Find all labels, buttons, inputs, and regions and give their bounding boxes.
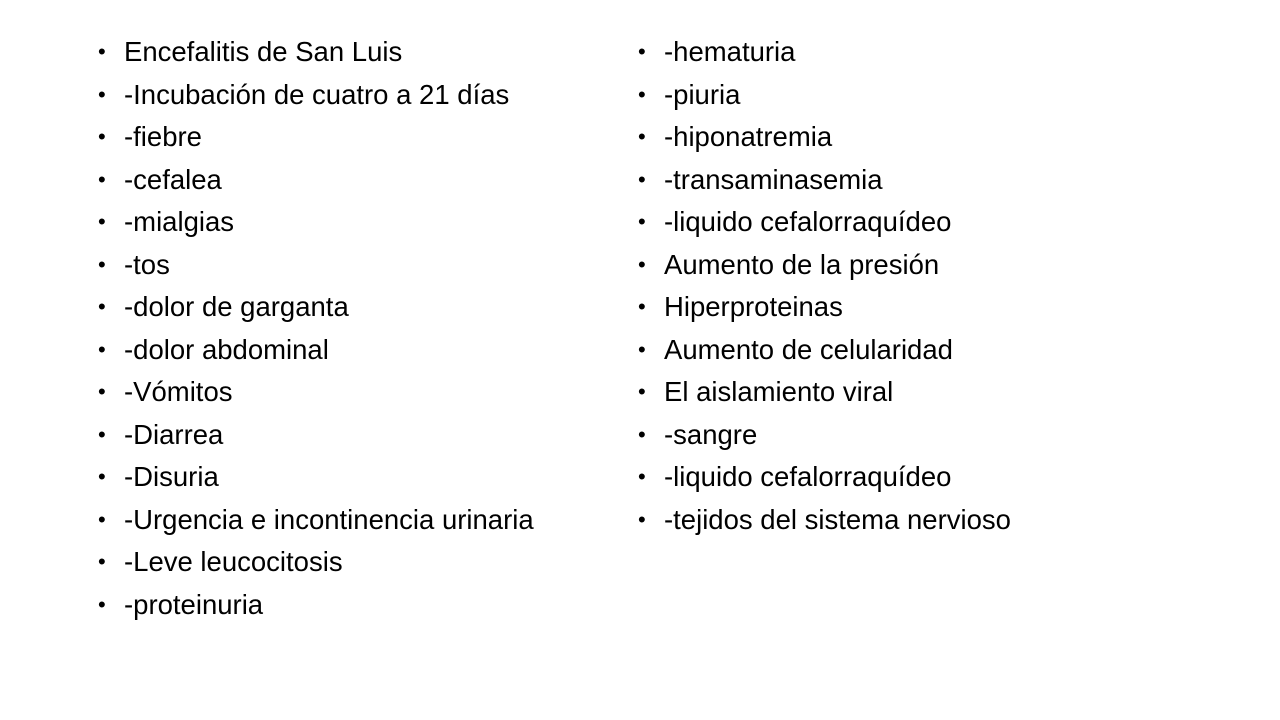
bullet-item [98, 414, 618, 457]
bullet-icon: • [98, 81, 106, 107]
bullet-icon: • [638, 506, 646, 532]
bullet-item [638, 499, 1158, 542]
bullet-text: El aislamiento viral [664, 376, 894, 407]
bullet-icon: • [98, 421, 106, 447]
bullet-text: -Disuria [124, 461, 219, 492]
bullet-item [638, 329, 1158, 372]
bullet-text: -Leve leucocitosis [124, 546, 343, 577]
bullet-text: -piuria [664, 78, 741, 110]
bullet-item [98, 31, 618, 74]
bullet-item [98, 286, 618, 329]
bullet-item [638, 286, 1158, 329]
bullet-item [98, 456, 618, 499]
bullet-text: -Diarrea [124, 418, 224, 450]
bullet-text: -hiponatremia [664, 121, 833, 152]
bullet-icon: • [98, 549, 106, 574]
right-bullet-list [638, 31, 1158, 541]
bullet-icon: • [638, 81, 646, 107]
bullet-item [638, 371, 1158, 414]
left-bullet-list [98, 31, 618, 626]
bullet-icon: • [98, 39, 106, 64]
bullet-item [638, 116, 1158, 159]
bullet-icon: • [638, 124, 646, 149]
bullet-icon: • [98, 124, 106, 149]
bullet-item [638, 414, 1158, 457]
bullet-item [98, 499, 618, 542]
bullet-item [98, 74, 618, 117]
bullet-text: Aumento de la presión [664, 248, 940, 280]
bullet-icon: • [98, 294, 106, 319]
bullet-icon: • [638, 336, 646, 362]
bullet-icon: • [638, 251, 646, 277]
bullet-text: -Vómitos [124, 376, 233, 407]
bullet-item [638, 31, 1158, 74]
bullet-text: Encefalitis de San Luis [124, 36, 403, 67]
bullet-item [98, 541, 618, 584]
bullet-item [98, 159, 618, 202]
bullet-icon: • [98, 336, 106, 362]
bullet-icon: • [98, 251, 106, 277]
bullet-text: Hiperproteinas [664, 291, 843, 322]
bullet-icon: • [98, 166, 106, 192]
bullet-icon: • [638, 39, 646, 64]
bullet-icon: • [638, 421, 646, 447]
bullet-icon: • [638, 294, 646, 319]
bullet-icon: • [98, 379, 106, 404]
bullet-icon: • [638, 379, 646, 404]
bullet-text: -dolor de garganta [124, 291, 349, 322]
bullet-item [638, 244, 1158, 287]
bullet-item [98, 584, 618, 627]
bullet-text: -sangre [664, 418, 758, 450]
bullet-item [638, 456, 1158, 499]
bullet-icon: • [98, 464, 106, 489]
bullet-icon: • [638, 209, 646, 234]
bullet-text: -hematuria [664, 36, 796, 67]
bullet-item [638, 201, 1158, 244]
bullet-item [98, 116, 618, 159]
bullet-icon: • [638, 464, 646, 489]
bullet-text: -dolor abdominal [124, 333, 329, 365]
bullet-icon: • [98, 591, 106, 617]
bullet-item [98, 244, 618, 287]
bullet-text: Aumento de celularidad [664, 333, 953, 365]
bullet-icon: • [98, 506, 106, 532]
bullet-item [638, 74, 1158, 117]
bullet-text: -liquido cefalorraquídeo [664, 206, 952, 237]
bullet-item [98, 201, 618, 244]
bullet-text: -Incubación de cuatro a 21 días [124, 78, 510, 110]
bullet-text: -Urgencia e incontinencia urinaria [124, 503, 534, 535]
bullet-text: -tejidos del sistema nervioso [664, 503, 1011, 535]
bullet-item [638, 159, 1158, 202]
bullet-text: -liquido cefalorraquídeo [664, 461, 952, 492]
bullet-text: -fiebre [124, 121, 202, 152]
bullet-text: -cefalea [124, 163, 222, 195]
bullet-text: -transaminasemia [664, 163, 883, 195]
bullet-text: -mialgias [124, 206, 235, 237]
bullet-item [98, 329, 618, 372]
bullet-text: -tos [124, 248, 170, 280]
bullet-text: -proteinuria [124, 588, 264, 620]
bullet-item [98, 371, 618, 414]
bullet-icon: • [98, 209, 106, 234]
bullet-icon: • [638, 166, 646, 192]
